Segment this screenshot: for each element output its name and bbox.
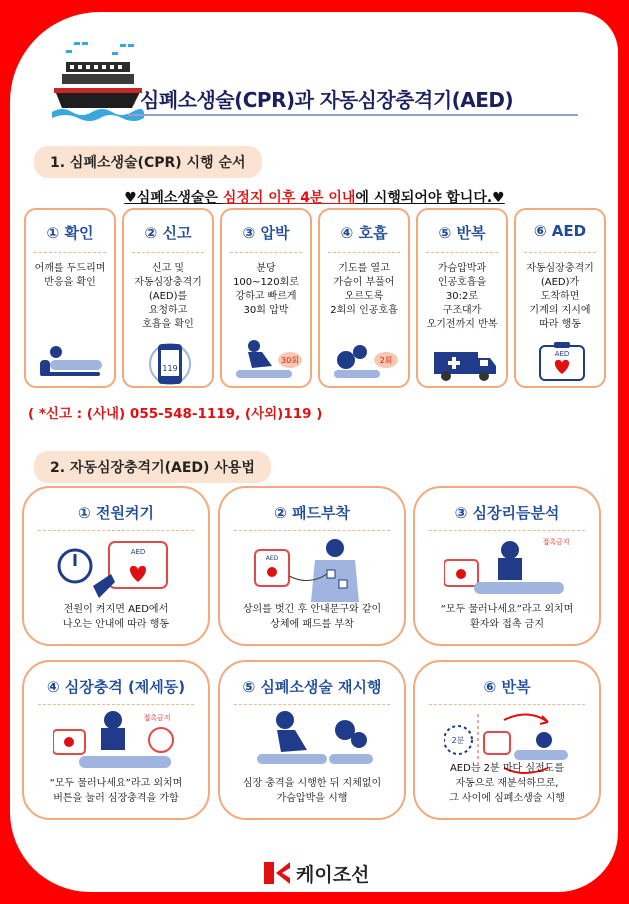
svg-text:30회: 30회 [281, 356, 299, 365]
title-divider [128, 114, 578, 116]
aed-step-repeat: ⑥ 반복 2분 AED는 2분 마다 심전도를 자동으로 재분석하므로, 그 사이에 심폐소생술 시행 [413, 660, 601, 820]
section2-heading: 2. 자동심장충격기(AED) 사용법 [34, 451, 271, 483]
cpr-step-check: ① 확인 어깨를 두드리며 반응을 확인 [24, 208, 116, 388]
cpr-resume-icon [249, 710, 377, 776]
cpr-step-repeat: ⑤ 반복 가슴압박과 인공호흡을 30:2로 구조대가 오기전까지 반복 [416, 208, 508, 388]
pad-attach-icon [249, 536, 377, 602]
aed-box-icon [526, 338, 598, 384]
aed-step-cpr-resume: ⑤ 심폐소생술 재시행 심장 충격을 시행한 뒤 지체없이 가슴압박을 시행 [218, 660, 406, 820]
svg-text:2분: 2분 [451, 736, 465, 745]
svg-text:AED: AED [554, 350, 570, 358]
cpr-step-report: ② 신고 신고 및 자동심장충격기 (AED)를 요청하고 호흡을 확인 119 [122, 208, 214, 388]
aed-step-pads: ② 패드부착 AED 상의를 벗긴 후 안내문구와 같이 상체에 패드를 부착 [218, 486, 406, 646]
chest-compression-icon [232, 338, 304, 384]
ambulance-icon [428, 338, 500, 384]
svg-text:AED: AED [130, 548, 146, 556]
svg-text:접촉금지: 접촉금지 [143, 714, 171, 722]
aed-step-power: ① 전원켜기 AED 전원이 켜지면 AED에서 나오는 안내에 따라 행동 [22, 486, 210, 646]
phone-119-icon [134, 338, 206, 386]
emergency-phone-note: ( *신고 : (사내) 055-548-1119, (사외)119 ) [28, 406, 323, 422]
cpr-time-limit: 심정지 이후 4분 이내 [222, 190, 356, 206]
section1-heading: 1. 심폐소생술(CPR) 시행 순서 [34, 146, 262, 178]
person-lying-icon [36, 338, 108, 382]
kshipbuilding-logo-icon [262, 860, 292, 886]
cpr-notice: ♥심폐소생술은 심정지 이후 4분 이내에 시행되어야 합니다.♥ [124, 190, 505, 206]
cpr-step-compression: ③ 압박 분당 100~120회로 강하고 빠르게 30회 압박 30회 [220, 208, 312, 388]
ship-icon [52, 40, 144, 130]
company-logo [262, 858, 392, 888]
page-title: 심폐소생술(CPR)과 자동심장충격기(AED) [140, 88, 514, 112]
rescue-breathing-icon [330, 338, 402, 384]
svg-text:AED: AED [265, 555, 279, 562]
aed-step-shock: ④ 심장충격 (제세동) 접촉금지 “모두 물러나세요”라고 외치며 버튼을 눌러 심장충격을 가함 [22, 660, 210, 820]
svg-text:2회: 2회 [379, 356, 393, 365]
cpr-step-breathing: ④ 호흡 기도를 열고 가슴이 부풀어 오르도록 2회의 인공호흡 2회 [318, 208, 410, 388]
svg-text:119: 119 [162, 364, 178, 373]
shock-button-icon [53, 710, 181, 776]
company-name: 케이조선 [296, 864, 370, 886]
cpr-step-aed: ⑥ AED 자동심장충격기 (AED)가 도착하면 기계의 지시에 따라 행동 AED [514, 208, 606, 388]
rhythm-analysis-icon [444, 536, 572, 602]
aed-step-analysis: ③ 심장리듬분석 접촉금지 “모두 물러나세요”라고 외치며 환자와 접촉 금지 [413, 486, 601, 646]
power-on-icon [53, 536, 181, 602]
svg-text:접촉금지: 접촉금지 [542, 538, 570, 546]
